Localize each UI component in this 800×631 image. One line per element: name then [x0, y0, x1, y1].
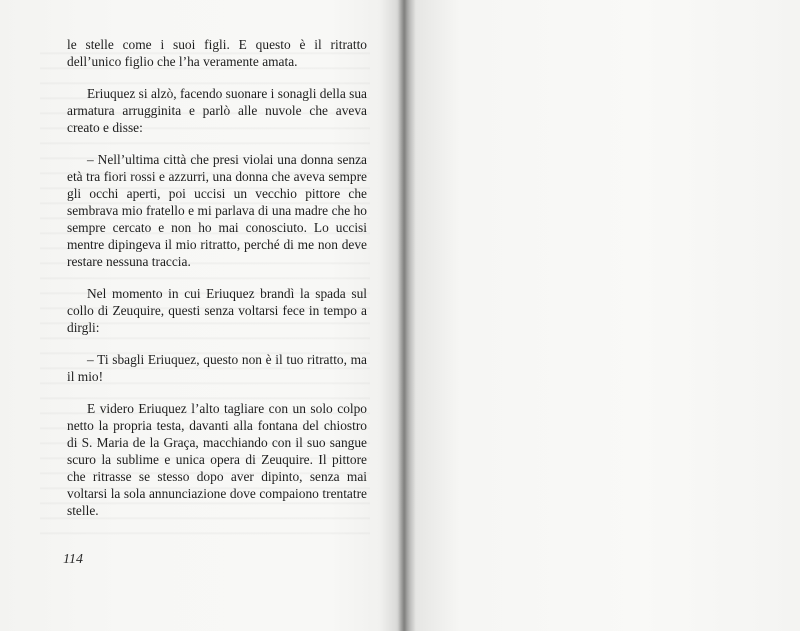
left-page: [0, 0, 398, 631]
paragraph-5: – Ti sbagli Eriuquez, questo non è il tuo ritratto, ma il mio!: [67, 352, 367, 384]
right-page-blank: [408, 0, 800, 631]
paragraph-2: Eriuquez si alzò, facendo suonare i sonagli della sua armatura arrugginita e parlò alle nuvole che aveva creato e disse:: [67, 86, 367, 135]
page-text: [67, 36, 367, 534]
paragraph-6: E videro Eriuquez l’alto tagliare con un solo colpo netto la propria testa, davanti alla fontana del chiostro di S. Maria de la Graça, macchiando con il suo sangue scuro la sublime e unica opera di Zeuquire. Il pittore che ritrasse se stesso dopo aver dipinto, senza mai voltarsi la sola annunciazione dove compaiono trentatre stelle.: [67, 401, 367, 518]
paragraph-3: – Nell’ultima città che presi violai una donna senza età tra fiori rossi e azzurri, una donna che aveva sempre gli occhi aperti, poi uccisi un vecchio pittore che sembrava mio fratello e mi parlava di una madre che ho sempre cercato e non ho mai conosciuto. Lo uccisi mentre dipingeva il mio ritratto, perché di me non deve restare nessuna traccia.: [67, 152, 367, 269]
paragraph-4: Nel momento in cui Eriuquez brandì la spada sul collo di Zeuquire, questi senza voltarsi fece in tempo a dirgli:: [67, 286, 367, 335]
paragraph-1: le stelle come i suoi figli. E questo è il ritratto dell’unico figlio che l’ha veramente amata.: [67, 37, 367, 69]
page-number: 114: [63, 552, 83, 567]
